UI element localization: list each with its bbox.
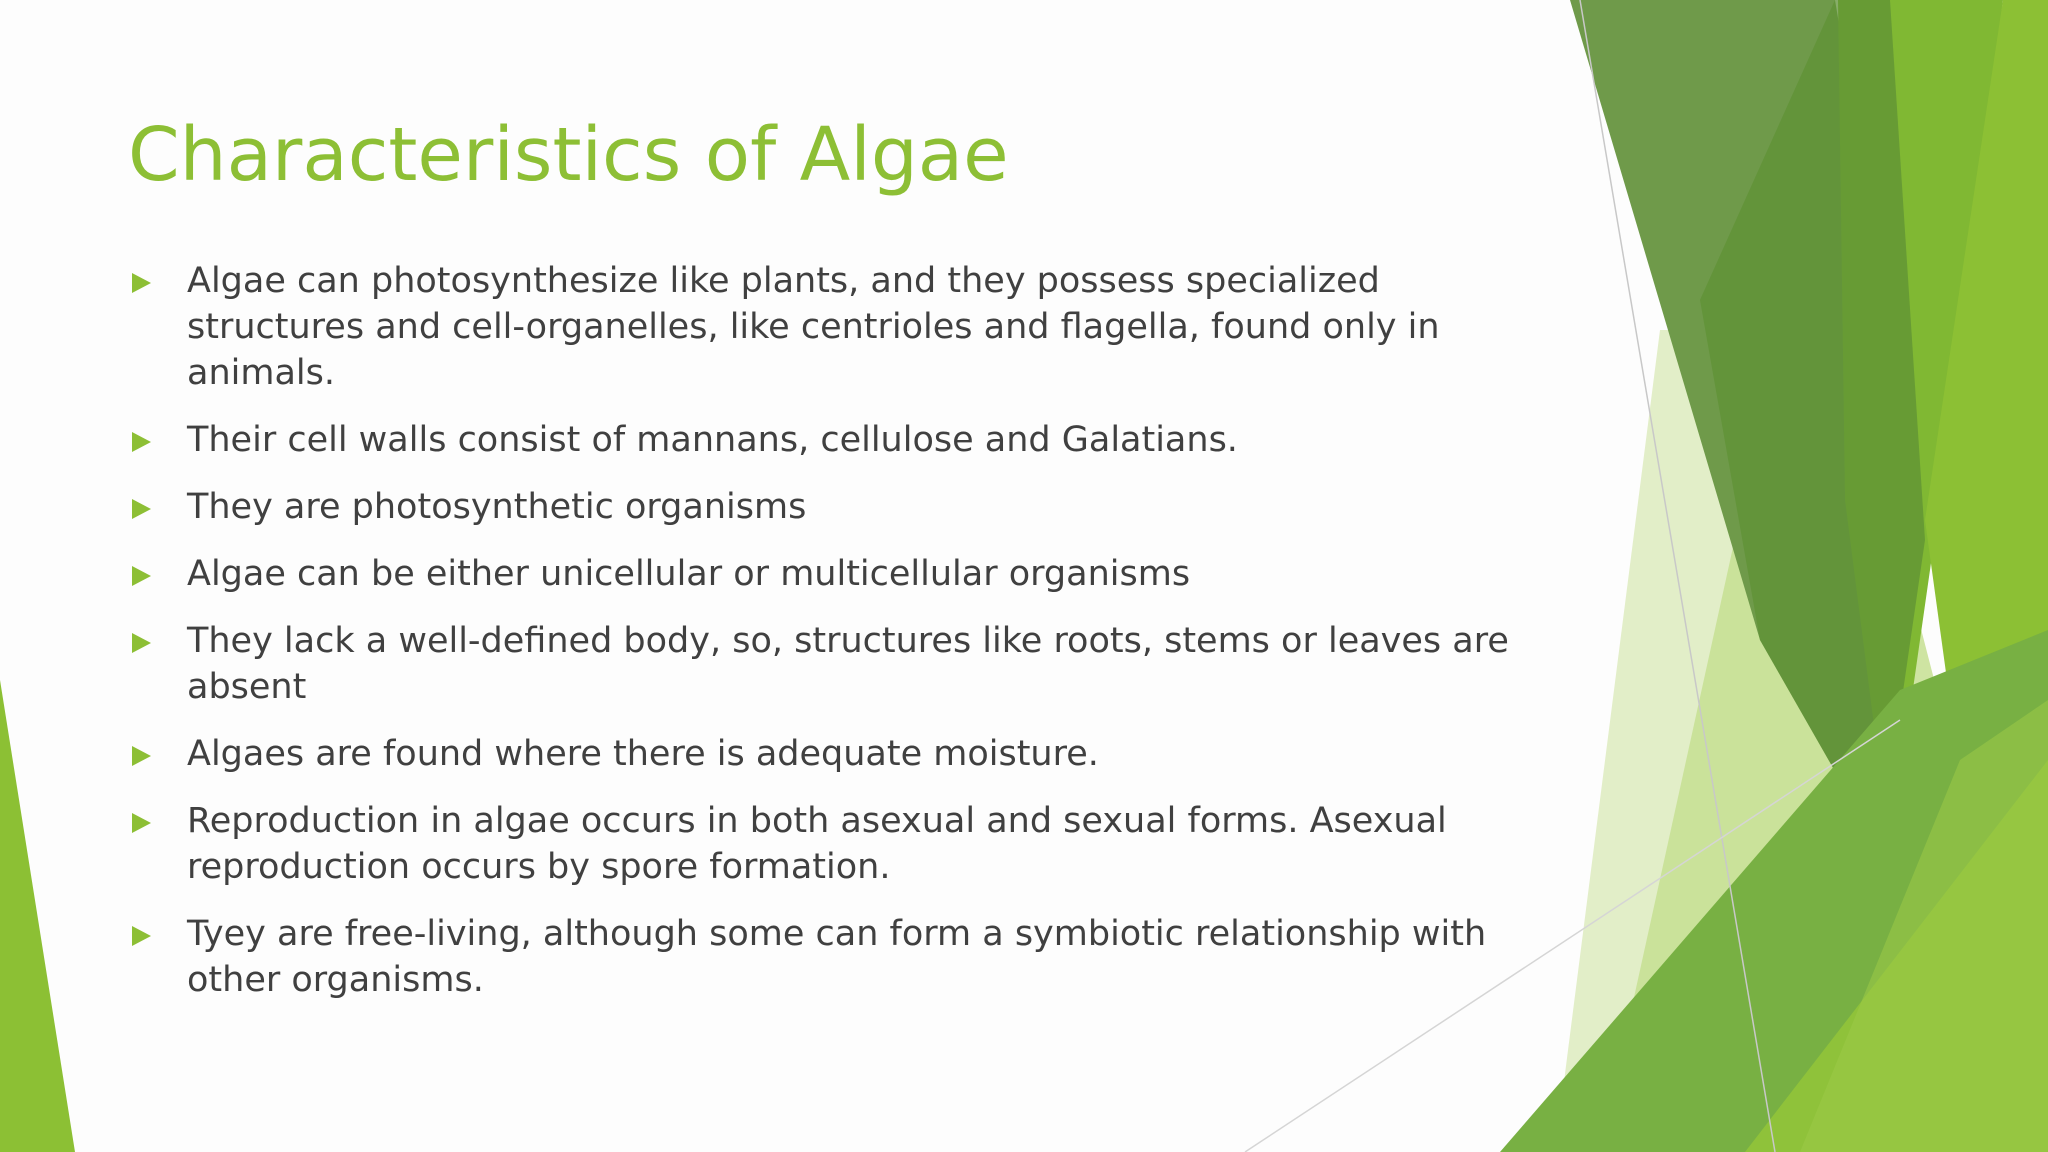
triangle-right-icon [132, 566, 151, 586]
slide-title: Characteristics of Algae [128, 112, 1009, 198]
triangle-right-icon [132, 499, 151, 519]
bullet-text: They lack a well-defined body, so, structures like roots, stems or leaves are absent [187, 621, 1509, 707]
bullet-text: Algaes are found where there is adequate moisture. [187, 734, 1099, 774]
bullet-text: Tyey are free-living, although some can form a symbiotic relationship with other organisms. [187, 914, 1487, 1000]
triangle-right-icon [132, 813, 151, 833]
triangle-right-icon [132, 746, 151, 766]
bullet-item [128, 417, 1558, 463]
triangle-right-icon [132, 633, 151, 653]
bullet-item [128, 911, 1558, 1003]
triangle-right-icon [132, 432, 151, 452]
bullet-text: Their cell walls consist of mannans, cellulose and Galatians. [187, 420, 1238, 460]
bullet-item [128, 484, 1558, 530]
bullet-item [128, 551, 1558, 597]
bullet-item [128, 731, 1558, 777]
triangle-right-icon [132, 926, 151, 946]
bullet-text: Algae can photosynthesize like plants, and they possess specialized structures and cell-organelles, like centrioles and flagella, found only in animals. [187, 261, 1440, 393]
bullet-item [128, 258, 1558, 396]
left-green-sliver [0, 680, 75, 1152]
bullet-item [128, 618, 1558, 710]
triangle-right-icon [132, 273, 151, 293]
bullet-list [128, 258, 1558, 1024]
bullet-text: Reproduction in algae occurs in both asexual and sexual forms. Asexual reproduction occurs by spore formation. [187, 801, 1447, 887]
bullet-text: Algae can be either unicellular or multicellular organisms [187, 554, 1191, 594]
bullet-item [128, 798, 1558, 890]
bullet-text: They are photosynthetic organisms [187, 487, 807, 527]
